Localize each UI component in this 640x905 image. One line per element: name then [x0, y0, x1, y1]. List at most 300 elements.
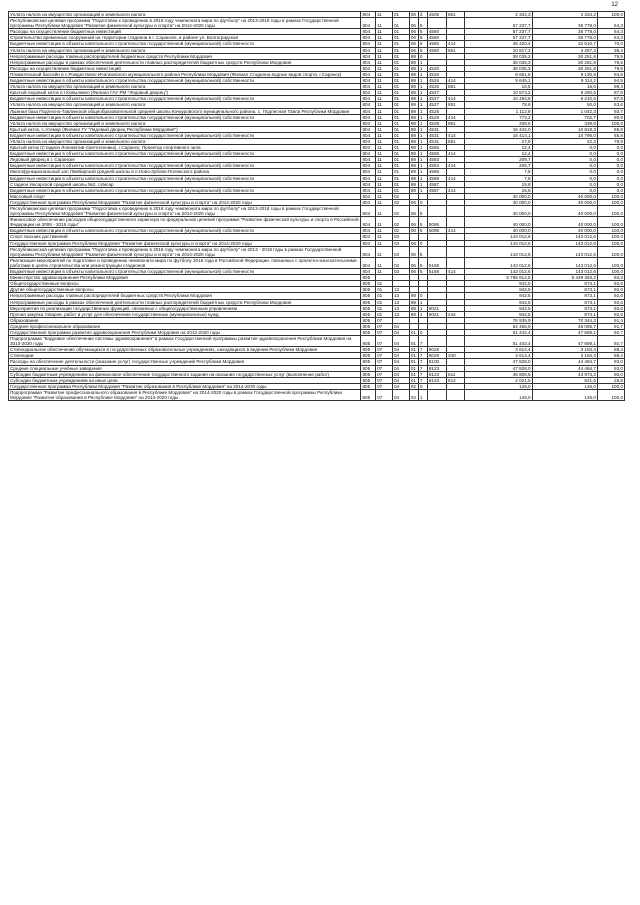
executed-amount: 873,1 — [532, 305, 597, 311]
program-code: 02 — [409, 389, 418, 400]
subsection-code: 03 — [392, 240, 409, 246]
execution-percent: 92,6 — [597, 299, 624, 305]
execution-percent: 93,0 — [597, 359, 624, 365]
ministry-code: 804 — [361, 181, 376, 187]
subprogram-code: 1 — [418, 175, 427, 181]
planned-amount: 9 661,6 — [465, 71, 533, 77]
program-code: 02 — [409, 383, 418, 389]
table-row — [9, 217, 625, 228]
planned-amount: 339,6 — [465, 120, 533, 126]
row-name: Республиканская целевая программа "Подготовка к проведению в 2018 году чемпионата мира по футболу" на 2013-2018 годы в рамках Государственной программы Республики Мордовия "Развитие физической культуры и спорта" на 2014-2020 годы — [9, 18, 361, 29]
executed-amount: 143 012,6 — [532, 234, 597, 240]
execution-percent: 64,3 — [597, 35, 624, 41]
section-code: 07 — [376, 347, 393, 353]
program-code: 89 — [409, 305, 418, 311]
row-name: Субсидии бюджетным учреждениям на финансовое обеспечение государственного задания на оказание государственных услуг (выполнение работ) — [9, 371, 361, 377]
subsection-code: 01 — [392, 78, 409, 84]
planned-amount: 16 442,0 — [465, 126, 533, 132]
subprogram-code: 5 — [418, 35, 427, 41]
subprogram-code: 5 — [418, 41, 427, 47]
execution-percent: 100,0 — [597, 199, 624, 205]
row-name: Крытый каток (Стадион Локомотив-Светотехника), г.Саранск, Проектор спортивного зала — [9, 145, 361, 151]
table-row — [9, 257, 625, 268]
subsection-code: 01 — [392, 41, 409, 47]
ministry-code: 804 — [361, 169, 376, 175]
ministry-code: 805 — [361, 317, 376, 323]
row-name: Уплата налога на имущество организаций и земельного налога — [9, 12, 361, 18]
row-name: Крытый каток, с.Атемар (Филиал ГУ "Ледовый дворец Республики Мордовия") — [9, 126, 361, 132]
ministry-code: 804 — [361, 151, 376, 157]
subprogram-code: 5 — [418, 257, 427, 268]
planned-amount: 51 442,4 — [465, 329, 533, 335]
row-name: Образование — [9, 317, 361, 323]
planned-amount: 15,8 — [465, 181, 533, 187]
executed-amount: 36 778,0 — [532, 35, 597, 41]
planned-amount: 78,6 — [465, 102, 533, 108]
ministry-code: 805 — [361, 323, 376, 329]
item-code: 8021 — [427, 305, 446, 311]
subsection-code: 04 — [392, 323, 409, 329]
section-code: 11 — [376, 120, 393, 126]
row-name: Бюджетные инвестиции в объекты капитального строительства государственной (муниципальной) собственности — [9, 114, 361, 120]
execution-percent: 79,5 — [597, 53, 624, 59]
expense-type-code: 414 — [447, 175, 465, 181]
execution-percent: 100,0 — [597, 257, 624, 268]
ministry-code: 805 — [361, 275, 376, 281]
ministry-code: 804 — [361, 18, 376, 29]
budget-table — [8, 11, 625, 401]
ministry-code: 804 — [361, 175, 376, 181]
executed-amount: 143 012,6 — [532, 240, 597, 246]
row-name: Уплата налога на имущество организаций и земельного налога — [9, 138, 361, 144]
program-code: 89 — [409, 65, 418, 71]
item-code: 4531 — [427, 138, 446, 144]
planned-amount: 76 935,9 — [465, 317, 533, 323]
execution-percent: 100,0 — [597, 12, 624, 18]
program-code: 06 — [409, 35, 418, 41]
program-code: 89 — [409, 293, 418, 299]
ministry-code: 804 — [361, 12, 376, 18]
executed-amount: 40 000,0 — [532, 199, 597, 205]
item-code — [427, 336, 446, 347]
row-name: Государственная программа Республики Мордовия "Развитие образования в Республике Мордовия" на 2014-2020 годы — [9, 383, 361, 389]
program-code: 06 — [409, 206, 418, 217]
subprogram-code: 1 — [418, 187, 427, 193]
section-code: 11 — [376, 102, 393, 108]
planned-amount: 7,8 — [465, 169, 533, 175]
planned-amount: 9 645,1 — [465, 78, 533, 84]
row-name: Уплата налога на имущество организаций и земельного налога — [9, 102, 361, 108]
executed-amount: 1 042,3 — [532, 108, 597, 114]
subsection-code: 02 — [392, 206, 409, 217]
expense-type-code: 851 — [447, 102, 465, 108]
section-code: 11 — [376, 12, 393, 18]
executed-amount: 873,1 — [532, 311, 597, 317]
row-name: Государственная программа Республики Мордовия "Развитие физической культуры и спорта" на 2014-2020 годы — [9, 199, 361, 205]
executed-amount: 22,3 — [532, 138, 597, 144]
executed-amount: 143 012,6 — [532, 269, 597, 275]
ministry-code: 804 — [361, 53, 376, 59]
section-code: 11 — [376, 35, 393, 41]
subsection-code: 01 — [392, 114, 409, 120]
planned-amount: 40 000,0 — [465, 199, 533, 205]
section-code: 01 — [376, 287, 393, 293]
ministry-code: 804 — [361, 90, 376, 96]
executed-amount: 40 000,0 — [532, 193, 597, 199]
section-code: 11 — [376, 41, 393, 47]
subprogram-code: 1 — [418, 65, 427, 71]
section-code: 11 — [376, 138, 393, 144]
execution-percent: 91,7 — [597, 323, 624, 329]
executed-amount: 70 344,3 — [532, 317, 597, 323]
executed-amount: 873,1 — [532, 293, 597, 299]
item-code: 5168 — [427, 269, 446, 275]
execution-percent: 0,0 — [597, 163, 624, 169]
execution-percent: 100,0 — [597, 246, 624, 257]
ministry-code: 804 — [361, 217, 376, 228]
executed-amount: 44 494,7 — [532, 359, 597, 365]
row-name: Строительство временных сооружений на территории стадиона в г. Саранске, в районе ул. Волгоградская — [9, 35, 361, 41]
execution-percent: 63,6 — [597, 102, 624, 108]
program-code: 06 — [409, 29, 418, 35]
executed-amount: 9 114,2 — [532, 78, 597, 84]
section-code: 11 — [376, 169, 393, 175]
item-code: 4527 — [427, 96, 446, 102]
execution-percent: 94,3 — [597, 275, 624, 281]
subprogram-code: 5 — [418, 47, 427, 53]
subprogram-code: 5 — [418, 18, 427, 29]
planned-amount: 209,7 — [465, 163, 533, 169]
executed-amount: 9 130,8 — [532, 71, 597, 77]
section-code: 07 — [376, 336, 393, 347]
row-name: Бюджетные инвестиции в объекты капитального строительства государственной (муниципальной) собственности — [9, 187, 361, 193]
subprogram-code: 1 — [418, 102, 427, 108]
subsection-code: 04 — [392, 383, 409, 389]
row-name: Непрограммные расходы главных распорядителей бюджетных средств Республики Мордовия — [9, 53, 361, 59]
program-code: 89 — [409, 126, 418, 132]
expense-type-code: 851 — [447, 12, 465, 18]
planned-amount: 2 334,3 — [465, 12, 533, 18]
ministry-code: 804 — [361, 126, 376, 132]
execution-percent: 91,4 — [597, 317, 624, 323]
planned-amount: 10 817,3 — [465, 47, 533, 53]
item-code — [427, 18, 446, 29]
ministry-code: 804 — [361, 96, 376, 102]
row-name: Республиканская целевая программа "Подготовка к проведению в 2018 году чемпионата мира по футболу" на 2013-2018 годы в рамках Государственной программы Республики Мордовия "Развитие физической культуры и спорта" на 2014-2020 годы — [9, 206, 361, 217]
section-code: 11 — [376, 132, 393, 138]
planned-amount: 51 442,4 — [465, 336, 533, 347]
subsection-code: 01 — [392, 96, 409, 102]
ministry-code: 804 — [361, 78, 376, 84]
execution-percent: 100,0 — [597, 228, 624, 234]
expense-type-code: 414 — [447, 78, 465, 84]
executed-amount: 339,6 — [532, 120, 597, 126]
row-name: Крытый ледовый каток в г.Ковылкино (Филиал ГАУ РМ "Ледовый дворец") — [9, 90, 361, 96]
section-code: 11 — [376, 217, 393, 228]
program-code: 06 — [409, 246, 418, 257]
subprogram-code: 1 — [418, 114, 427, 120]
section-code: 07 — [376, 377, 393, 383]
subsection-code: 01 — [392, 187, 409, 193]
subprogram-code: 0 — [418, 293, 427, 299]
subprogram-code: 0 — [418, 53, 427, 59]
program-code: 01 — [409, 353, 418, 359]
program-code: 89 — [409, 59, 418, 65]
subsection-code: 01 — [392, 151, 409, 157]
expense-type-code — [447, 257, 465, 268]
item-code: 5095 — [427, 217, 446, 228]
row-name: Бюджетные инвестиции в объекты капитального строительства государственной (муниципальной) собственности — [9, 228, 361, 234]
execution-percent: 79,9 — [597, 138, 624, 144]
subsection-code: 01 — [392, 12, 409, 18]
ministry-code: 805 — [361, 365, 376, 371]
planned-amount: 7,8 — [465, 175, 533, 181]
executed-amount: 30 251,8 — [532, 53, 597, 59]
execution-percent: 0,0 — [597, 175, 624, 181]
ministry-code: 804 — [361, 120, 376, 126]
planned-amount: 16,5 — [465, 84, 533, 90]
item-code: 4560 — [427, 35, 446, 41]
program-code: 01 — [409, 371, 418, 377]
item-code: 4583 — [427, 163, 446, 169]
program-code: 89 — [409, 53, 418, 59]
row-name: Лыжная база Подлесно-Тавлинской общеобразовательной средней школы Кочкуровского муниципального района, с. Подлесная Тавла Республики Мордовия — [9, 108, 361, 114]
ministry-code: 804 — [361, 59, 376, 65]
section-code: 01 — [376, 293, 393, 299]
subprogram-code: 7 — [418, 353, 427, 359]
executed-amount: 873,1 — [532, 281, 597, 287]
subprogram-code: 1 — [418, 120, 427, 126]
item-code: 4531 — [427, 126, 446, 132]
ministry-code: 805 — [361, 329, 376, 335]
planned-amount: 5 768 812,5 — [465, 275, 533, 281]
execution-percent: 64,3 — [597, 18, 624, 29]
ministry-code: 804 — [361, 102, 376, 108]
table-row — [9, 336, 625, 347]
executed-amount: 0,0 — [532, 157, 597, 163]
item-code: 4586 — [427, 169, 446, 175]
ministry-code: 805 — [361, 311, 376, 317]
section-code: 01 — [376, 299, 393, 305]
planned-amount: 3 614,4 — [465, 347, 533, 353]
subprogram-code: 1 — [418, 181, 427, 187]
section-code: 11 — [376, 65, 393, 71]
planned-amount: 52 466,9 — [465, 323, 533, 329]
subprogram-code: 7 — [418, 359, 427, 365]
executed-amount: 0,0 — [532, 181, 597, 187]
subsection-code: 13 — [392, 305, 409, 311]
execution-percent: 88,4 — [597, 353, 624, 359]
subsection-code: 03 — [392, 246, 409, 257]
section-code: 07 — [376, 371, 393, 377]
execution-percent: 100,0 — [597, 206, 624, 217]
item-code: 4526 — [427, 78, 446, 84]
expense-type-code: 414 — [447, 163, 465, 169]
item-code: 4520 — [427, 65, 446, 71]
section-code: 11 — [376, 206, 393, 217]
executed-amount: 10 796,0 — [532, 132, 597, 138]
subsection-code: 04 — [392, 347, 409, 353]
expense-type-code: 414 — [447, 228, 465, 234]
executed-amount: 32 510,7 — [532, 41, 597, 47]
program-code: 06 — [409, 199, 418, 205]
expense-type-code — [447, 217, 465, 228]
item-code: 8021 — [427, 311, 446, 317]
ministry-code: 804 — [361, 35, 376, 41]
row-name: Общегосударственные вопросы — [9, 281, 361, 287]
execution-percent: 92,6 — [597, 287, 624, 293]
subsection-code: 04 — [392, 389, 409, 400]
section-code: 11 — [376, 145, 393, 151]
row-name: Стипендиальное обеспечение обучающихся в государственных образовательных учреждениях, находящихся в ведении Республики Мордовия — [9, 347, 361, 353]
subprogram-code: 1 — [418, 311, 427, 317]
subsection-code: 01 — [392, 157, 409, 163]
row-name: Субсидии бюджетным учреждениям на иные цели — [9, 377, 361, 383]
item-code: 8100 — [427, 359, 446, 365]
row-name: Непрограммные расходы в рамках обеспечения деятельности главных распорядителей бюджетных средств Республики Мордовия — [9, 299, 361, 305]
expense-type-code — [447, 18, 465, 29]
item-code: 4531 — [427, 132, 446, 138]
executed-amount: 9 260,6 — [532, 90, 597, 96]
section-code: 07 — [376, 383, 393, 389]
subsection-code: 03 — [392, 269, 409, 275]
row-name: Министерство здравоохранения Республики Мордовия — [9, 275, 361, 281]
subprogram-code: 5 — [418, 269, 427, 275]
expense-type-code: 340 — [447, 353, 465, 359]
ministry-code: 804 — [361, 41, 376, 47]
executed-amount: 0,0 — [532, 169, 597, 175]
section-code: 11 — [376, 157, 393, 163]
item-code — [427, 206, 446, 217]
subprogram-code: 5 — [418, 246, 427, 257]
execution-percent: 0,0 — [597, 187, 624, 193]
program-code: 89 — [409, 151, 418, 157]
ministry-code: 804 — [361, 199, 376, 205]
execution-percent: 70,0 — [597, 41, 624, 47]
execution-percent: 93,0 — [597, 365, 624, 371]
planned-amount: 57 237,7 — [465, 35, 533, 41]
executed-amount: 521,5 — [532, 377, 597, 383]
execution-percent: 100,0 — [597, 217, 624, 228]
row-name: Бюджетные инвестиции в объекты капитального строительства государственной (муниципальной) собственности — [9, 41, 361, 47]
row-name: Уплата налога на имущество организаций и земельного налога — [9, 120, 361, 126]
execution-percent: 100,0 — [597, 383, 624, 389]
subprogram-code: 1 — [418, 157, 427, 163]
ministry-code: 804 — [361, 187, 376, 193]
table-row — [9, 246, 625, 257]
planned-amount: 15,8 — [465, 187, 533, 193]
subsection-code: 01 — [392, 53, 409, 59]
section-code: 07 — [376, 317, 393, 323]
subsection-code: 04 — [392, 359, 409, 365]
item-code: 4583 — [427, 157, 446, 163]
program-code: 89 — [409, 157, 418, 163]
execution-percent: 87,8 — [597, 96, 624, 102]
subsection-code: 01 — [392, 169, 409, 175]
planned-amount: 143 012,6 — [465, 257, 533, 268]
execution-percent: 64,3 — [597, 29, 624, 35]
subsection-code: 03 — [392, 234, 409, 240]
item-code: 4587 — [427, 187, 446, 193]
subprogram-code: 7 — [418, 371, 427, 377]
expense-type-code: 414 — [447, 41, 465, 47]
row-name: Уплата налога на имущество организаций и земельного налога — [9, 47, 361, 53]
subsection-code: 03 — [392, 257, 409, 268]
program-code: 06 — [409, 228, 418, 234]
expense-type-code — [447, 246, 465, 257]
item-code: 4560 — [427, 29, 446, 35]
executed-amount: 126,0 — [532, 383, 597, 389]
section-code: 11 — [376, 114, 393, 120]
planned-amount: 2 021,5 — [465, 377, 533, 383]
program-code: 06 — [409, 269, 418, 275]
execution-percent: 92,6 — [597, 311, 624, 317]
execution-percent: 65,8 — [597, 126, 624, 132]
planned-amount: 57 237,7 — [465, 18, 533, 29]
program-code: 89 — [409, 102, 418, 108]
planned-amount: 38 035,3 — [465, 65, 533, 71]
subprogram-code: 1 — [418, 126, 427, 132]
subsection-code: 01 — [392, 126, 409, 132]
subprogram-code: 1 — [418, 96, 427, 102]
ministry-code: 804 — [361, 47, 376, 53]
subprogram-code: 1 — [418, 305, 427, 311]
program-code: 89 — [409, 163, 418, 169]
execution-percent: 100,0 — [597, 120, 624, 126]
item-code: 4555 — [427, 151, 446, 157]
table-row — [9, 389, 625, 400]
section-code: 01 — [376, 305, 393, 311]
program-code: 01 — [409, 377, 418, 383]
ministry-code: 805 — [361, 389, 376, 400]
section-code: 11 — [376, 96, 393, 102]
program-code: 89 — [409, 169, 418, 175]
item-code: 5095 — [427, 228, 446, 234]
section-code: 11 — [376, 163, 393, 169]
ministry-code: 805 — [361, 299, 376, 305]
executed-amount: 0,0 — [532, 145, 597, 151]
item-code: 4587 — [427, 181, 446, 187]
item-code: 8123 — [427, 377, 446, 383]
planned-amount: 38 035,3 — [465, 53, 533, 59]
section-code: 07 — [376, 353, 393, 359]
executed-amount: 0,0 — [532, 187, 597, 193]
section-code: 11 — [376, 187, 393, 193]
ministry-code: 805 — [361, 305, 376, 311]
executed-amount: 5 439 363,2 — [532, 275, 597, 281]
program-code: 06 — [409, 12, 418, 18]
planned-amount: 942,5 — [465, 311, 533, 317]
subsection-code: 04 — [392, 353, 409, 359]
expense-type-code: 414 — [447, 114, 465, 120]
subprogram-code: 1 — [418, 71, 427, 77]
item-code: 8123 — [427, 365, 446, 371]
executed-amount: 36 778,0 — [532, 18, 597, 29]
item-code: 4560 — [427, 47, 446, 53]
program-code: 06 — [409, 257, 418, 268]
row-name: Подпрограмма "Кадровое обеспечение системы здравоохранения" в рамках Государственной программы развития здравоохранения Республики Мордовия на 2013-2020 годы — [9, 336, 361, 347]
row-name: Республиканская целевая программа "Подготовка к проведению в 2018 году чемпионата мира по футболу" на 2013 - 2018 годы в рамках Государственной программы Республики Мордовия "Развитие физической культуры и спорта" на 2014-2020 годы — [9, 246, 361, 257]
subsection-code: 01 — [392, 102, 409, 108]
expense-type-code: 611 — [447, 371, 465, 377]
planned-amount: 40 000,0 — [465, 193, 533, 199]
section-code: 07 — [376, 323, 393, 329]
subprogram-code: 1 — [418, 59, 427, 65]
execution-percent: 92,6 — [597, 293, 624, 299]
subsection-code: 01 — [392, 35, 409, 41]
program-code: 89 — [409, 90, 418, 96]
row-name: Бюджетные инвестиции в объекты капитального строительства государственной (муниципальной) собственности — [9, 175, 361, 181]
